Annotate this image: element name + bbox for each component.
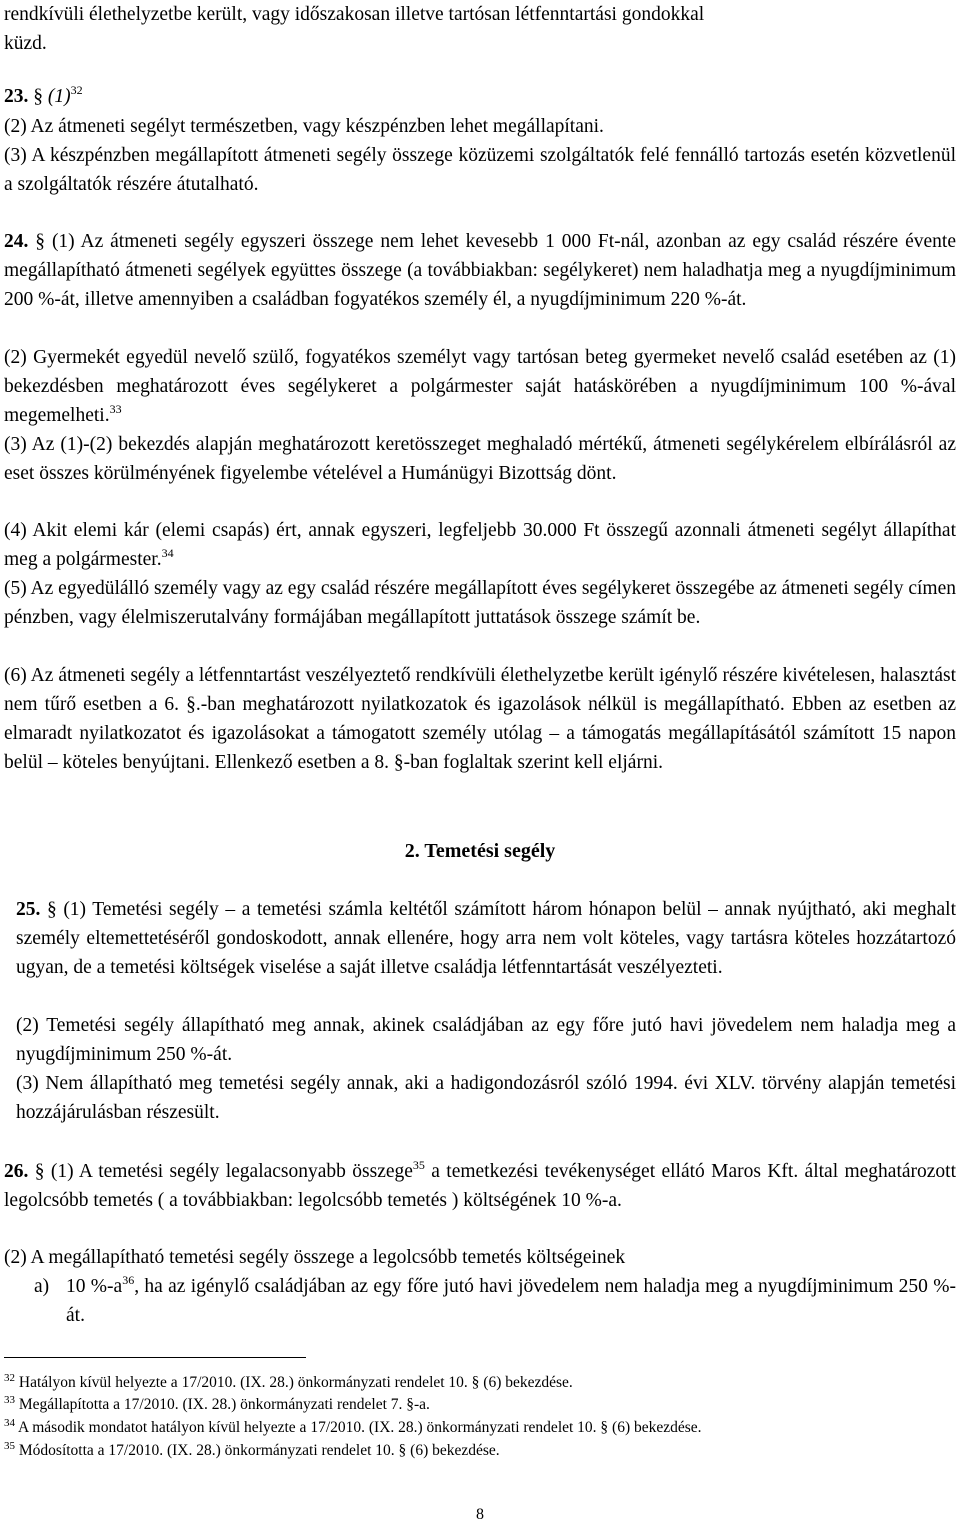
section-number: 24. xyxy=(4,231,29,252)
footnote-ref[interactable]: 33 xyxy=(109,402,122,416)
section-23-p1 xyxy=(4,82,956,111)
section-25-p1 xyxy=(16,895,956,982)
page-number: 8 xyxy=(476,1506,484,1523)
section-heading: 2. Temetési segély xyxy=(404,840,556,862)
list-item-text: 10 $\%-a^{36}$, ha az igénylő családjában az egy főre jutó havi jövedelem nem haladja meg a nyugdíjminimum 250 %-át. xyxy=(66,1273,956,1326)
section-25-p2: (2) Temetési segély állapítható meg annak, akinek családjában az egy főre jutó havi jövedelem nem haladja meg a nyugdíjminimum 250 %-át. xyxy=(16,1015,956,1065)
footnote-ref[interactable]: 36 xyxy=(122,1273,135,1287)
footnote-33: $^{33}$ Megállapította a 17/2010. (IX. 28.) önkormányzati rendelet 7. §-a. xyxy=(4,1394,430,1413)
section-24-p6: (6) Az átmeneti segély a létfenntartást veszélyeztető rendkívüli élethelyzetbe került igénylő részére kivételesen, halasztást nem tűrő esetben a 6. §.-ban meghatározott nyilatkozatok és igazolások nélkül is megállapítható. Ebben az esetben az elmaradt nyilatkozatot és igazolásokat a támogatott személy utólag – a támogatás megállapításától számított 15 napon belül – köteles benyújtani. Ellenkező esetben a 8. §-ban foglaltak szerint kell eljárni. xyxy=(4,665,956,773)
footnote-32: $^{32}$ Hatályon kívül helyezte a 17/2010. (IX. 28.) önkormányzati rendelet 10. § (6) bekezdése. xyxy=(4,1372,573,1391)
footnote-34: $^{34}$ A második mondatot hatályon kívül helyezte a 17/2010. (IX. 28.) önkormányzati rendelet 10. § (6) bekezdése. xyxy=(4,1417,702,1436)
footnote-35: $^{35}$ Módosította a 17/2010. (IX. 28.) önkormányzati rendelet 10. § (6) bekezdése. xyxy=(4,1440,500,1459)
section-23-p2: (2) Az átmeneti segélyt természetben, vagy készpénzben lehet megállapítani. xyxy=(4,116,604,137)
paragraph-symbol: § xyxy=(34,1161,45,1182)
section-24-p3: (3) Az (1)-(2) bekezdés alapján meghatározott keretösszeget meghaladó mértékű, átmeneti segélykérelem elbírálásról az eset összes körülményének figyelembe vételével a Humánügyi Bizottság dönt. xyxy=(4,434,956,484)
section-25-p3: (3) Nem állapítható meg temetési segély annak, aki a hadigondozásról szóló 1994. évi XLV. törvény alapján temetési hozzájárulásban részesült. xyxy=(16,1073,956,1123)
section-26-p2: (2) A megállapítható temetési segély összege a legolcsóbb temetés költségeinek xyxy=(4,1247,626,1268)
footnote-separator xyxy=(4,1357,306,1358)
paragraph-symbol: § xyxy=(46,899,57,920)
section-number: 23. xyxy=(4,86,29,107)
paragraph-symbol: § xyxy=(35,231,46,252)
paragraph-text: (4) Akit elemi kár (elemi csapás) ért, annak egyszeri, legfeljebb 30.000 Ft összegű azonnali átmeneti segélyt állapíthat meg a polgármester. xyxy=(4,520,956,570)
section-24-p5: (5) Az egyedülálló személy vagy az egy család részére megállapított éves segélykeret összegébe az átmeneti segély címen pénzben, vagy élelmiszerutalvány formájában megállapított juttatások összege számít be. xyxy=(4,578,956,628)
paragraph-text: (1) Az átmeneti segély egyszeri összege nem lehet kevesebb 1 000 Ft-nál, azonban az egy család részére évente megállapítható átmeneti segélyek együttes összege (a továbbiakban: segélykeret) nem haladhatja meg a nyugdíjminimum 200 %-át, illetve amennyiben a családban fogyatékos személy él, a nyugdíjminimum 220 %-át. xyxy=(4,231,956,310)
footnote-ref[interactable]: 32 xyxy=(70,83,83,97)
paragraph-text: (1) Temetési segély – a temetési számla keltétől számított három hónapon belül – annak nyújtható, aki meghalt személy eltemettetéséről gondoskodott, annak ellenére, hogy arra nem volt köteles, vagy tartásra köteles hozzátartozó ugyan, de a temetési költségek viselése a saját illetve családja létfenntartását veszélyezteti. xyxy=(16,899,956,978)
section-24-p1 xyxy=(4,227,956,314)
section-26-p1 xyxy=(4,1157,956,1215)
list-marker: a) xyxy=(34,1276,50,1297)
section-number: 26. xyxy=(4,1161,29,1182)
section-number: 25. xyxy=(16,899,41,920)
paragraph-text: (1) A temetési segély legalacsonyabb összege xyxy=(50,1161,413,1182)
paragraph-label: (1) xyxy=(47,86,71,107)
footnote-ref[interactable]: 34 xyxy=(161,546,174,560)
continuation-line-end: küzd. xyxy=(4,33,47,54)
section-23-p3: (3) A készpénzben megállapított átmeneti segély összege közüzemi szolgáltatók felé fennálló tartozás esetén közvetlenül a szolgáltatók részére átutalható. xyxy=(4,145,956,195)
section-24-p4 xyxy=(4,516,956,574)
paragraph-symbol: § xyxy=(33,86,43,107)
footnote-ref[interactable]: 35 xyxy=(412,1158,425,1172)
section-24-p2 xyxy=(4,343,956,430)
continuation-line: rendkívüli élethelyzetbe került, vagy időszakosan illetve tartósan létfenntartási gondokkal xyxy=(4,4,705,25)
paragraph-text: (2) Gyermekét egyedül nevelő szülő, fogyatékos személyt vagy tartósan beteg gyermeket nevelő család esetében az (1) bekezdésben meghatározott éves segélykeret a polgármester saját hatáskörében a nyugdíjminimum 100 %-ával megemelheti. xyxy=(4,347,956,426)
list-item-a xyxy=(34,1272,956,1332)
paragraph-text: a temetkezési tevékenységet ellátó Maros Kft. által meghatározott legolcsóbb temetés ( a továbbiakban: legolcsóbb temetés ) költségének 10 %-a. xyxy=(4,1161,956,1211)
